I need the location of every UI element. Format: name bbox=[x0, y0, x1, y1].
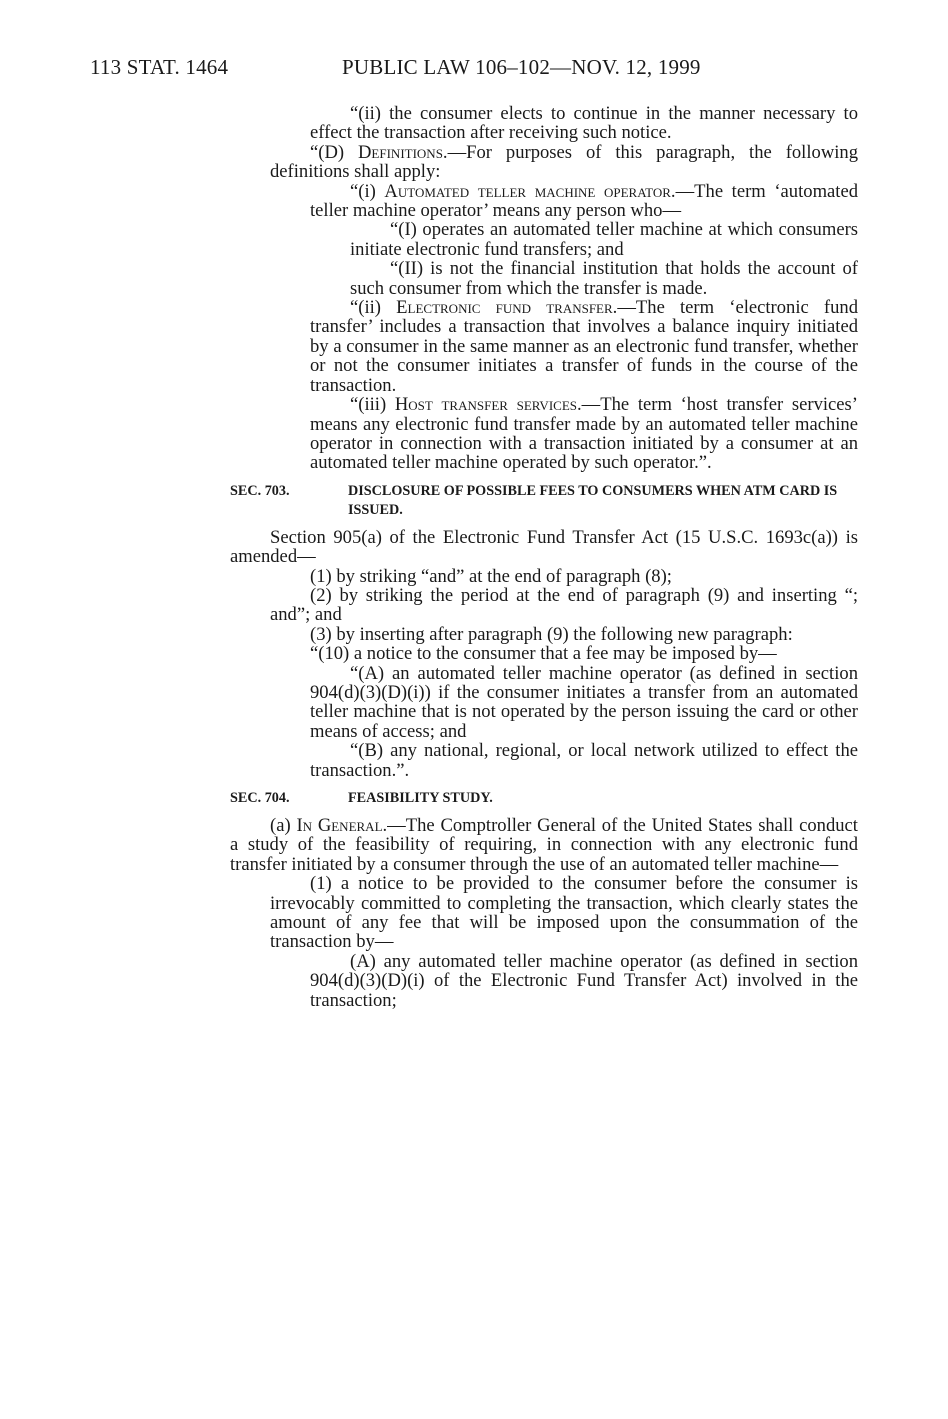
paragraph-10-notice: “(10) a notice to the consumer that a fee may be imposed by— bbox=[310, 643, 777, 665]
paragraph-10-B: “(B) any national, regional, or local network utilized to effect the transaction.”. bbox=[310, 740, 858, 781]
section-704-heading bbox=[230, 789, 858, 808]
sec704-subsection-a: (a) In General.—The Comptroller General of the United States shall conduct a study of the feasibility of requiring, in connection with any electronic fund transfer initiated by a consumer through the use of an automated teller machine— bbox=[230, 815, 858, 875]
sec704-item-1: (1) a notice to be provided to the consumer before the consumer is irrevocably committed to completing the transaction, which clearly states the amount of any fee that will be imposed upon the consummation of the transaction by— bbox=[270, 873, 858, 953]
subclause-II-not-financial-institution: “(II) is not the financial institution that holds the account of such consumer from which the transfer is made. bbox=[350, 258, 858, 299]
paragraph-10-A: “(A) an automated teller machine operator (as defined in section 904(d)(3)(D)(i)) if the consumer initiates a transfer from an automated teller machine that is not operated by the person issuing the card or other means of access; and bbox=[310, 662, 858, 742]
section-703-heading bbox=[230, 482, 858, 520]
sec703-item-2: (2) by striking the period at the end of paragraph (9) and inserting “; and”; and bbox=[270, 584, 858, 626]
definitions-heading: Definitions bbox=[358, 141, 443, 163]
subparagraph-d-definitions: “(D) Definitions.—For purposes of this paragraph, the following definitions shall apply: bbox=[270, 141, 859, 183]
in-general-heading: In General bbox=[296, 815, 383, 836]
sec703-item-3: (3) by inserting after paragraph (9) the following new paragraph: bbox=[310, 623, 793, 645]
sec704-item-1-A: (A) any automated teller machine operator (as defined in section 904(d)(3)(D)(i) of the Electronic Fund Transfer Act) involved in the transaction; bbox=[310, 950, 858, 1011]
atm-operator-heading: Automated teller machine operator bbox=[384, 180, 671, 202]
document-body bbox=[230, 104, 858, 1010]
clause-ii-consumer-elects: “(ii) the consumer elects to continue in the manner necessary to effect the transaction after receiving such notice. bbox=[310, 103, 858, 144]
subclause-I-operates-atm: “(I) operates an automated teller machine at which consumers initiate electronic fund transfers; and bbox=[350, 219, 858, 260]
section-703-number: SEC. 703. bbox=[230, 482, 290, 499]
clause-iii-host-transfer-services: “(iii) Host transfer services.—The term ‘host transfer services’ means any electronic fund transfer made by an automated teller machine operator in connection with a transaction initiated by a consumer at an automated teller machine operated by such operator.”. bbox=[310, 394, 858, 474]
eft-heading: Electronic fund transfer bbox=[396, 297, 613, 319]
section-704-number: SEC. 704. bbox=[230, 790, 290, 806]
section-704-title: FEASIBILITY STUDY. bbox=[348, 790, 493, 806]
clause-i-atm-operator: “(i) Automated teller machine operator.—The term ‘automated teller machine operator’ means any person who— bbox=[310, 180, 858, 222]
sec703-item-1: (1) by striking “and” at the end of paragraph (8); bbox=[310, 565, 672, 587]
public-law-citation: PUBLIC LAW 106–102—NOV. 12, 1999 bbox=[342, 55, 701, 79]
clause-ii-electronic-fund-transfer: “(ii) Electronic fund transfer.—The term ‘electronic fund transfer’ includes a transaction that involves a balance inquiry initiated by a consumer in the same manner as an electronic fund transfer, whether or not the consumer initiates a transfer of funds in the course of the transaction. bbox=[310, 297, 858, 396]
statute-page-number: 113 STAT. 1464 bbox=[90, 55, 229, 79]
section-703-title: DISCLOSURE OF POSSIBLE FEES TO CONSUMERS WHEN ATM CARD IS ISSUED. bbox=[348, 482, 838, 518]
host-transfer-heading: Host transfer services bbox=[394, 394, 577, 416]
sec703-intro: Section 905(a) of the Electronic Fund Transfer Act (15 U.S.C. 1693c(a)) is amended— bbox=[230, 526, 858, 568]
